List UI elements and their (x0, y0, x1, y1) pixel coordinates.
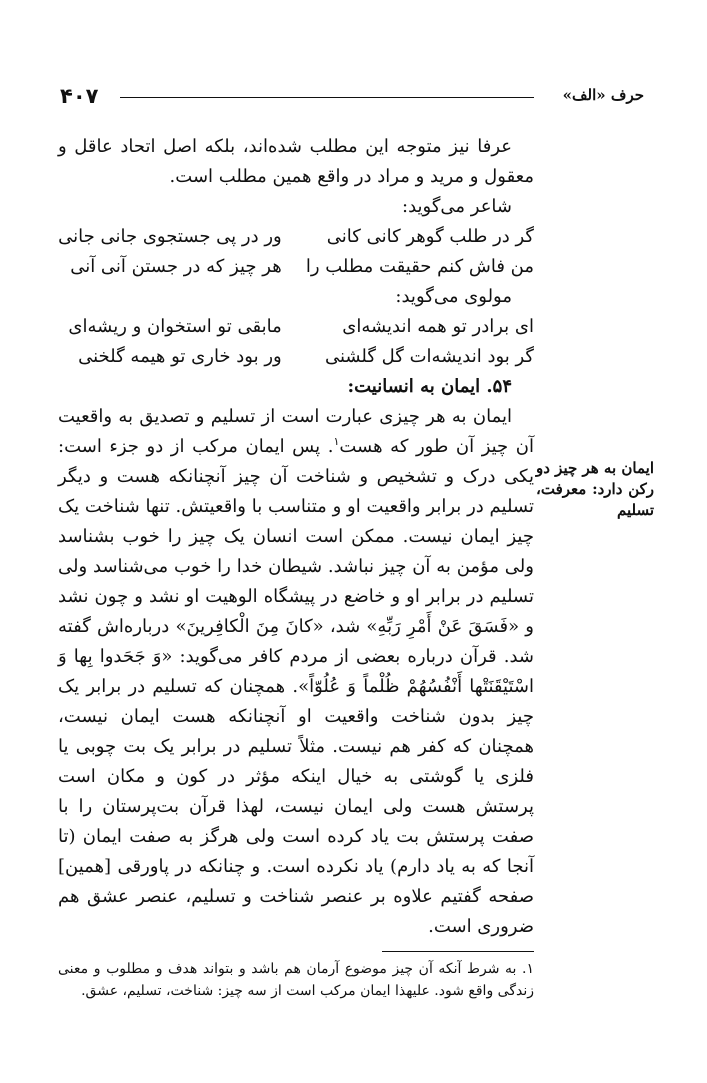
poem-2-couplet-1 (58, 312, 534, 342)
poem-1-line-1-hemistich-1: گر در طلب گوهر کانی کانی (326, 226, 534, 247)
paragraph-2-start: ایمان به هر چیزی عبارت است از تسلیم و تصدیق به واقعیت آن چیز آن طور که هست (58, 406, 534, 457)
main-text (58, 132, 534, 942)
footnote-marker: ۱ (333, 435, 340, 448)
section-heading: ۵۴. ایمان به انسانیت: (347, 376, 512, 397)
header-rule (120, 97, 534, 98)
page-number: ۴۰۷ (60, 84, 99, 108)
poem-1-line-2-hemistich-1: من فاش کنم حقیقت مطلب را (305, 256, 534, 277)
poet-label: شاعر می‌گوید: (402, 196, 512, 217)
paragraph-2 (58, 402, 534, 942)
poem-1-line-1-hemistich-2: ور در پی جستجوی جانی جانی (58, 226, 282, 247)
footnote: ۱. به شرط آنکه آن چیز موضوع آرمان هم باشد و بتواند هدف و مطلوب و معنی زندگی واقع شود. علیهذا ایمان مرکب است از سه چیز: شناخت، تسلیم، عشق. (58, 961, 534, 999)
poem-2-couplet-2 (58, 342, 534, 372)
poem-1-line-2-hemistich-2: هر چیز که در جستن آنی آنی (70, 256, 282, 277)
poem-2-line-1-hemistich-1: ای برادر تو همه اندیشه‌ای (342, 316, 534, 337)
paragraph-2-end: . پس ایمان مرکب از دو جزء است: یکی درک و تشخیص و شناخت آن چیز آنچنانکه هست و دیگر تسلیم در برابر واقعیت او و متناسب با واقعیتش. تنها شناخت یک چیز ایمان نیست. ممکن است انسان یک چیز را خوب بشناسد ولی مؤمن به آن چیز نباشد. شیطان خدا را خوب می‌شناسد ولی تسلیم در برابر او و خاضع در پیشگاه الوهیت او نشد و چون نشد و «فَسَقَ عَنْ أَمْرِ رَبِّهِ» شد، «کانَ مِنَ الْکافِرینَ» درباره‌اش گفته شد. قرآن درباره بعضی از مردم کافر می‌گوید: «وَ جَحَدوا بِها وَ اسْتَیْقَنَتْها أَنْفُسُهُمْ ظُلْماً وَ عُلُوّاً». همچنان که تسلیم در برابر یک چیز بدون شناخت واقعیت او آنچنانکه هست ایمان نیست، همچنان که کفر هم نیست. مثلاً تسلیم در برابر یک بت چوبی یا فلزی یا گوشتی به خیال اینکه مؤثر در کون و مکان است پرستش هست ولی ایمان نیست، لهذا قرآن بت‌پرستان را با صفت پرستش بت یاد کرده است ولی هرگز به صفت ایمان (تا آنجا که به یاد دارم) یاد نکرده است. و چنانکه در پاورقی [همین] صفحه گفتیم علاوه بر عنصر شناخت و تسلیم، عنصر عشق هم ضروری است. (58, 436, 534, 937)
poem-2-line-2-hemistich-2: ور بود خاری تو هیمه گلخنی (78, 346, 282, 367)
poem-2-line-1-hemistich-2: مابقی تو استخوان و ریشه‌ای (68, 316, 282, 337)
poem-1-couplet-2 (58, 252, 534, 282)
paragraph-1: عرفا نیز متوجه این مطلب شده‌اند، بلکه اصل اتحاد عاقل و معقول و مرید و مراد در واقع همین مطلب است. (58, 136, 534, 187)
footnote-rule (382, 951, 534, 952)
running-title: حرف «الف» (562, 86, 644, 104)
page-header (60, 84, 644, 114)
poem-1-couplet-1 (58, 222, 534, 252)
margin-note: ایمان به هر چیز دو رکن دارد: معرفت، تسلیم (536, 459, 654, 519)
poem-2-line-2-hemistich-1: گر بود اندیشه‌ات گل گلشنی (324, 346, 534, 367)
mowlavi-label: مولوی می‌گوید: (395, 286, 512, 307)
